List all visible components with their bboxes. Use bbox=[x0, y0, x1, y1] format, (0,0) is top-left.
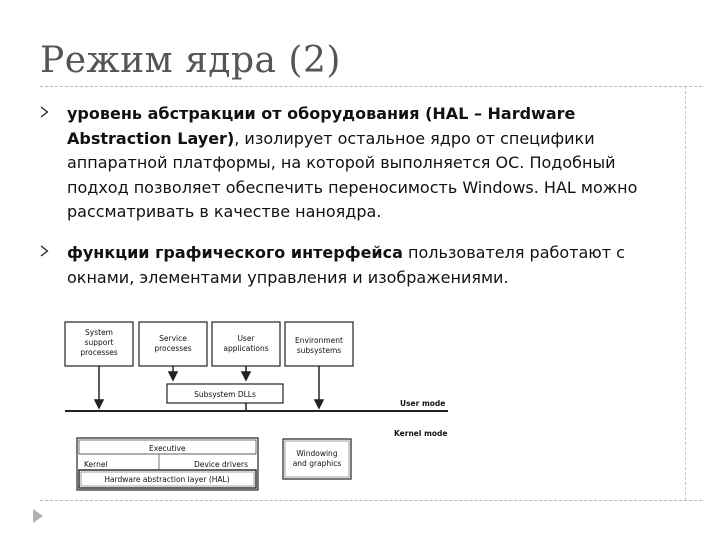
service-label-1: Service bbox=[159, 334, 187, 343]
system-support-label-1: System bbox=[85, 328, 113, 337]
right-divider bbox=[685, 86, 686, 500]
bullet-hal-bold: уровень абстракции от оборудования (HAL – Hardware Abstraction Layer) bbox=[67, 104, 576, 148]
windowing-label-1: Windowing bbox=[296, 449, 338, 458]
slide-title: Режим ядра (2) bbox=[40, 40, 341, 81]
bullet-gui bbox=[40, 241, 660, 290]
user-mode-label: User mode bbox=[400, 399, 446, 408]
system-support-label-2: support bbox=[84, 338, 114, 347]
executive-label: Executive bbox=[149, 444, 186, 453]
bullet-arrow-icon bbox=[40, 106, 49, 118]
service-label-2: processes bbox=[154, 344, 192, 353]
bullet-gui-bold: функции графического интерфейса bbox=[67, 243, 403, 262]
title-divider bbox=[40, 86, 702, 87]
system-support-label-3: processes bbox=[80, 348, 118, 357]
environment-label-2: subsystems bbox=[296, 346, 342, 355]
user-apps-label-2: applications bbox=[223, 344, 269, 353]
user-apps-label-1: User bbox=[237, 334, 255, 343]
bullet-arrow-icon bbox=[40, 245, 49, 257]
device-drivers-label: Device drivers bbox=[194, 460, 249, 469]
architecture-diagram bbox=[64, 318, 454, 498]
kernel-mode-label: Kernel mode bbox=[394, 429, 448, 438]
bullet-hal bbox=[40, 102, 660, 225]
kernel-label: Kernel bbox=[84, 460, 108, 469]
windowing-label-2: and graphics bbox=[292, 459, 342, 468]
environment-label-1: Environment bbox=[295, 336, 343, 345]
bullet-gui-text: пользователя работают с окнами, элементами управления и изображениями. bbox=[67, 243, 625, 287]
subsystem-dlls-label: Subsystem DLLs bbox=[194, 390, 256, 399]
slide-nav-arrow-icon[interactable] bbox=[32, 508, 44, 528]
bullet-hal-text: , изолирует остальное ядро от специфики аппаратной платформы, на которой выполняется ОС. Подобный подход позволяет обеспечить переносимость Windows. HAL можно рассматривать в качестве наноядра. bbox=[67, 128, 638, 221]
footer-divider bbox=[40, 500, 702, 501]
hal-label: Hardware abstraction layer (HAL) bbox=[104, 475, 230, 484]
